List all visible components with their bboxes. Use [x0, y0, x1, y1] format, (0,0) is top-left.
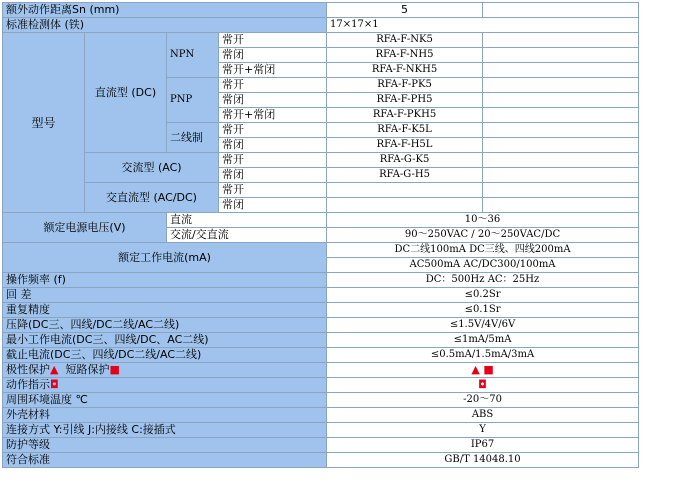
model-h5l: RFA-F-H5L: [327, 138, 483, 153]
short-circuit-protection-label: 短路保护: [65, 363, 110, 376]
standard-target-value: 17×17×1: [327, 18, 639, 33]
protection-value: [327, 363, 639, 378]
indicator-value: [327, 378, 639, 393]
pnp-nonc-label: 常开+常闭: [219, 108, 327, 123]
indicator-icon: ◘: [50, 378, 59, 391]
protection-label: [3, 363, 327, 378]
ambient-temp-value: -20～70: [327, 393, 639, 408]
ambient-temp-label: 周围环境温度 ℃: [3, 393, 327, 408]
voltage-dc-value: 10～36: [327, 213, 639, 228]
hysteresis-value: ≤0.2Sr: [327, 288, 639, 303]
rated-current-value-2: AC500mA AC/DC300/100mA: [327, 258, 639, 273]
model-pkh5: RFA-F-PKH5: [327, 108, 483, 123]
pnp-no-label: 常开: [219, 78, 327, 93]
rated-current-value-1: DC二线100mA DC三线、四线200mA: [327, 243, 639, 258]
model-g-k5: RFA-G-K5: [327, 153, 483, 168]
voltage-drop-value: ≤1.5V/4V/6V: [327, 318, 639, 333]
min-current-value: ≤1mA/5mA: [327, 333, 639, 348]
two-wire-label: 二线制: [167, 123, 219, 153]
model-nkh5: RFA-F-NKH5: [327, 63, 483, 78]
npn-nonc-label: 常开+常闭: [219, 63, 327, 78]
model-nh5: RFA-F-NH5: [327, 48, 483, 63]
hysteresis-label: 回 差: [3, 288, 327, 303]
acdc-nc-label: 常闭: [219, 198, 327, 213]
model-ph5: RFA-F-PH5: [327, 93, 483, 108]
model-pk5: RFA-F-PK5: [327, 78, 483, 93]
protection-rating-label: 防护等级: [3, 438, 327, 453]
polarity-protection-label: 极性保护: [6, 363, 50, 376]
indicator-label-text: 动作指示: [6, 378, 50, 391]
voltage-dc-label: 直流: [167, 213, 327, 228]
frequency-label: 操作频率 (f): [3, 273, 327, 288]
min-current-label: 最小工作电流(DC三、四线/DC、AC二线): [3, 333, 327, 348]
dc-type-label: 直流型 (DC): [85, 33, 167, 153]
model-nk5: RFA-F-NK5: [327, 33, 483, 48]
npn-nc-label: 常闭: [219, 48, 327, 63]
frequency-value: DC：500Hz AC：25Hz: [327, 273, 639, 288]
voltage-acdc-value: 90～250VAC / 20～250VAC/DC: [327, 228, 639, 243]
connection-label: 连接方式 Y:引线 J:内接线 C:接插式: [3, 423, 327, 438]
ac-no-label: 常开: [219, 153, 327, 168]
housing-material-value: ABS: [327, 408, 639, 423]
two-wire-no-label: 常开: [219, 123, 327, 138]
connection-value: Y: [327, 423, 639, 438]
model-label: 型号: [3, 33, 85, 213]
cutoff-current-label: 截止电流(DC三、四线/DC二线/AC二线): [3, 348, 327, 363]
model-g-h5: RFA-G-H5: [327, 168, 483, 183]
acdc-type-label: 交直流型 (AC/DC): [85, 183, 219, 213]
model-k5l: RFA-F-K5L: [327, 123, 483, 138]
rated-voltage-label: 额定电源电压(V): [3, 213, 167, 243]
npn-label: NPN: [167, 33, 219, 78]
standard-value: GB/T 14048.10: [327, 453, 639, 468]
standard-label: 符合标准: [3, 453, 327, 468]
voltage-acdc-label: 交流/交直流: [167, 228, 327, 243]
standard-target-label: 标准检测体 (铁): [3, 18, 327, 33]
acdc-no-label: 常开: [219, 183, 327, 198]
square-icon: ■: [109, 363, 120, 376]
sensing-distance-label: 额外动作距离Sn (mm): [3, 3, 327, 18]
repeatability-value: ≤0.1Sr: [327, 303, 639, 318]
voltage-drop-label: 压降(DC三、四线/DC二线/AC二线): [3, 318, 327, 333]
ac-nc-label: 常闭: [219, 168, 327, 183]
triangle-icon: ▲: [471, 363, 480, 376]
protection-rating-value: IP67: [327, 438, 639, 453]
sensing-distance-value: 5: [327, 3, 483, 18]
pnp-nc-label: 常闭: [219, 93, 327, 108]
two-wire-nc-label: 常闭: [219, 138, 327, 153]
indicator-icon: ◘: [478, 378, 487, 391]
square-icon: ■: [483, 363, 494, 376]
rated-current-label: 额定工作电流(mA): [3, 243, 327, 273]
housing-material-label: 外壳材料: [3, 408, 327, 423]
ac-type-label: 交流型 (AC): [85, 153, 219, 183]
triangle-icon: ▲: [50, 363, 59, 376]
npn-no-label: 常开: [219, 33, 327, 48]
pnp-label: PNP: [167, 78, 219, 123]
repeatability-label: 重复精度: [3, 303, 327, 318]
cutoff-current-value: ≤0.5mA/1.5mA/3mA: [327, 348, 639, 363]
indicator-label: [3, 378, 327, 393]
row-sensing-distance: [3, 3, 639, 18]
row-standard-target: [3, 18, 639, 33]
spec-table: [2, 2, 639, 468]
